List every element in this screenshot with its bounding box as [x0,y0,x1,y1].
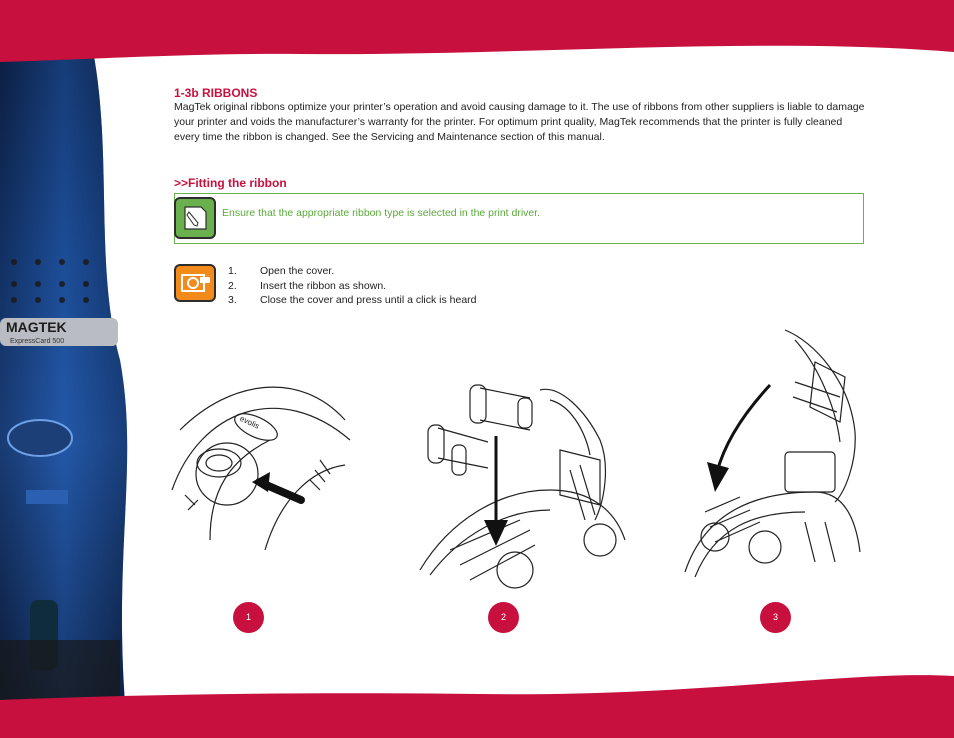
step-text: Open the cover. [260,265,335,277]
top-banner [0,0,954,70]
illustration-close-cover [665,322,865,592]
section-title: 1-3b RIBBONS [174,86,258,100]
step-number: 2. [228,279,237,292]
step-item [228,293,477,308]
step-badge-3: 3 [760,602,791,633]
step-text: Insert the ribbon as shown. [260,279,387,292]
brand-logo: MAGTEK [6,319,67,335]
fitting-title: >>Fitting the ribbon [174,176,287,190]
illustration-insert-ribbon [410,370,640,595]
step-item [228,264,477,279]
step-badge-2: 2 [488,602,519,633]
note-text: Ensure that the appropriate ribbon type is selected in the print driver. [222,207,541,219]
section-intro: MagTek original ribbons optimize your printer’s operation and avoid causing damage to it. The use of ribbons from other suppliers is liable to damage your printer and voids the manufacturer’s warranty for the printer. For optimum print quality, MagTek recommends that the printer is fully cleaned every time the ribbon is changed. See the Servicing and Maintenance section of this manual. [174,101,865,143]
step-number: 3. [228,294,237,306]
camera-icon [174,264,216,302]
note-box [174,193,864,244]
step-badge-1: 1 [233,602,264,633]
bottom-banner [0,670,954,738]
step-item [228,279,477,294]
steps-list [228,264,477,308]
brand-model: ExpressCard 500 [10,338,65,345]
step-text: Close the cover and press until a click is heard [260,294,477,306]
step-number: 1. [228,265,237,277]
cover-label: evolis [238,413,261,431]
pencil-note-icon [174,197,216,239]
printer-photo [0,0,140,738]
illustration-open-cover [170,370,360,555]
